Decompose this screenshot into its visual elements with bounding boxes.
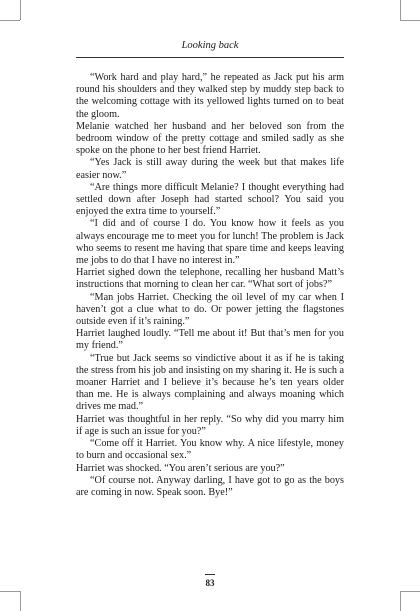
paragraph: Harriet laughed loudly. “Tell me about it! But that’s men for you my friend.”	[76, 328, 344, 352]
crop-mark	[0, 591, 20, 592]
paragraph: “Yes Jack is still away during the week but that makes life easier now.”	[76, 157, 344, 181]
body-text	[76, 72, 344, 499]
paragraph: Melanie watched her husband and her beloved son from the bedroom window of the pretty cottage and smiled sadly as she spoke on the phone to her best friend Harriet.	[76, 120, 344, 157]
paragraph: “Come off it Harriet. You know why. A nice lifestyle, money to burn and occasional sex.”	[76, 438, 344, 462]
crop-mark	[400, 20, 420, 21]
paragraph: “Work hard and play hard,” he repeated as Jack put his arm round his shoulders and they walked step by muddy step back to the welcoming cottage with its yellowed lights turned on to beat the gloom.	[76, 72, 344, 120]
crop-mark	[20, 0, 21, 20]
paragraph: Harriet was shocked. “You aren’t serious are you?”	[76, 462, 285, 474]
crop-mark	[400, 591, 420, 592]
paragraph: “True but Jack seems so vindictive about it as if he is taking the stress from his job and insisting on my sharing it. He is such a moaner Harriet and I believe it’s because he’s ten years older than me. He is always complaining and always moaning which drives me mad.”	[76, 352, 344, 413]
running-header: Looking back	[181, 40, 239, 51]
paragraph: “Are things more difficult Melanie? I thought everything had settled down after Joseph had started school? You said you enjoyed the extra time to yourself.”	[76, 181, 344, 218]
paragraph: “I did and of course I do. You know how it feels as you always encourage me to meet you for lunch! The problem is Jack who seems to resent me having that spare time and keeps leaving me jobs to do that I have no interest in.”	[76, 218, 344, 267]
paragraph: “Man jobs Harriet. Checking the oil level of my car when I haven’t got a clue what to do. Or power jetting the flagstones outside even if it’s raining.”	[76, 291, 344, 328]
crop-mark	[20, 591, 21, 611]
crop-mark	[0, 20, 20, 21]
crop-mark	[400, 0, 401, 20]
paragraph: “Of course not. Anyway darling, I have got to go as the boys are coming in now. Speak soon. Bye!”	[76, 474, 344, 498]
paragraph: Harriet was thoughtful in her reply. “So why did you marry him if age is such an issue for you?”	[76, 413, 344, 437]
paragraph: Harriet sighed down the telephone, recalling her husband Matt’s instructions that morning to clean her car. “What sort of jobs?”	[76, 267, 344, 291]
page-number: 83	[205, 578, 215, 588]
crop-mark	[400, 591, 401, 611]
folio-rule	[205, 574, 215, 575]
header-rule	[76, 57, 344, 58]
